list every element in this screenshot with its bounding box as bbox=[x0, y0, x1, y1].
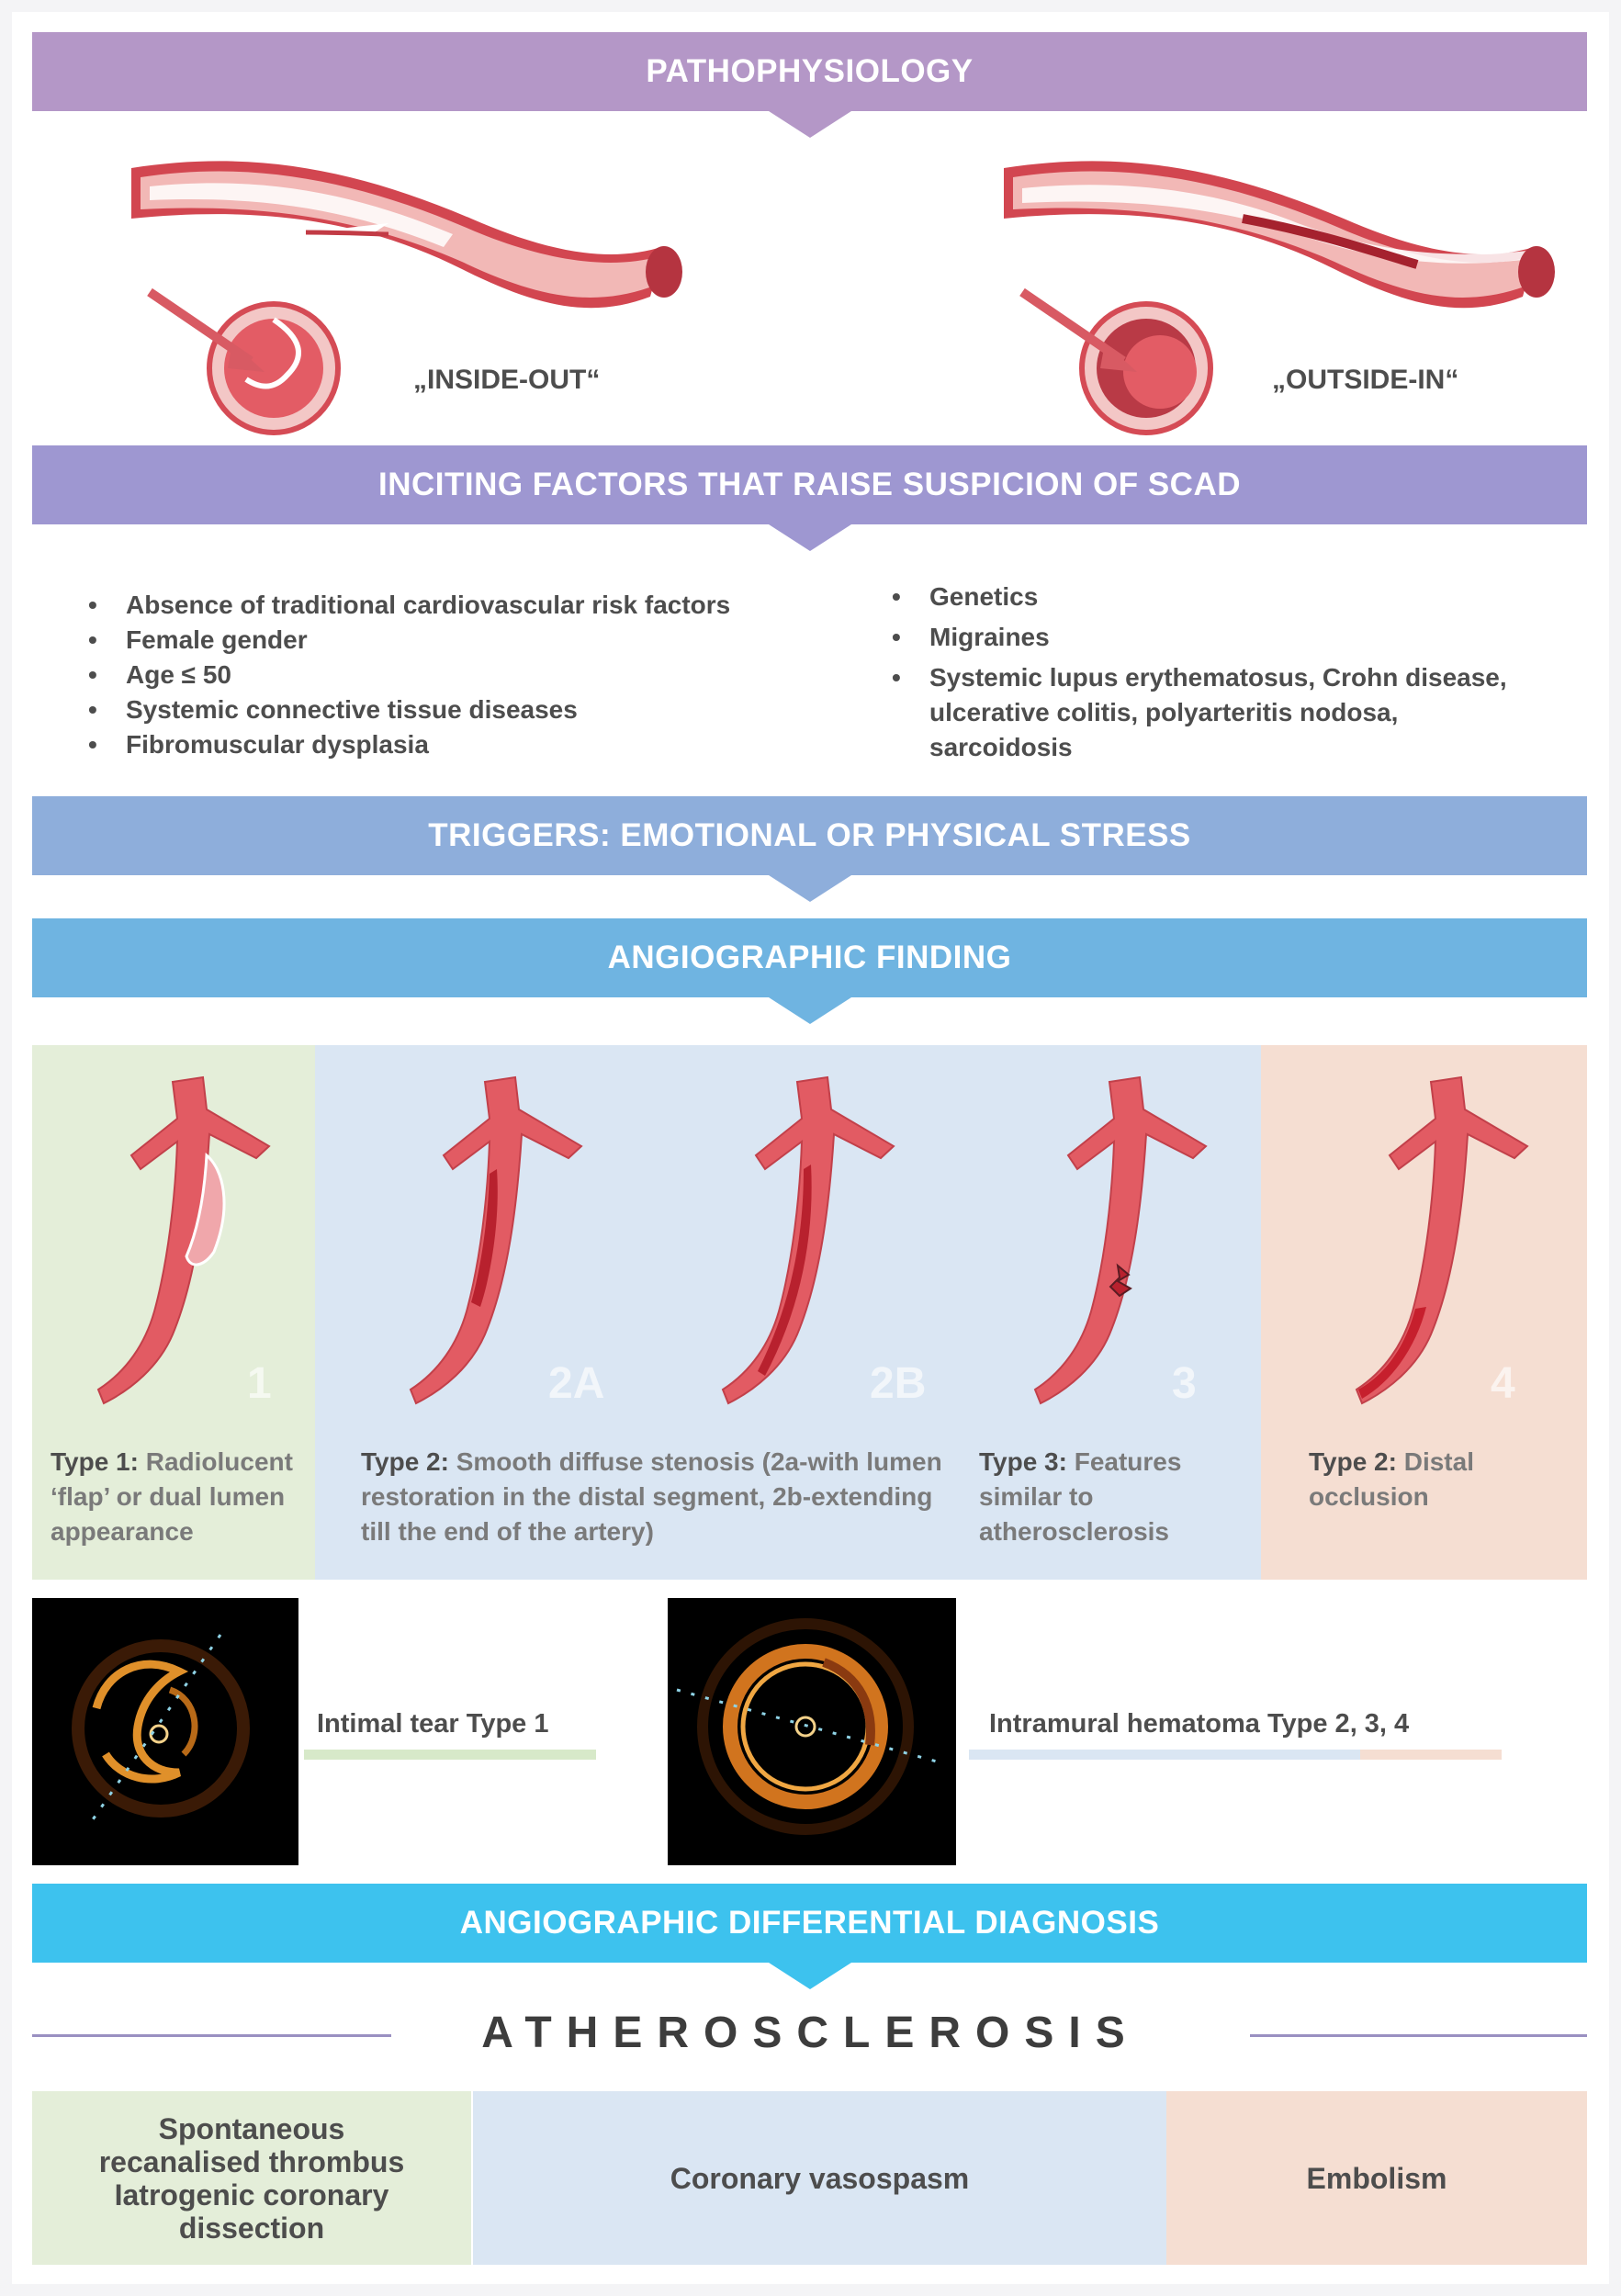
oct-image-intramural-hematoma bbox=[668, 1598, 956, 1865]
differential-box-thrombus bbox=[32, 2091, 471, 2265]
type-description: Features similar to atherosclerosis bbox=[979, 1447, 1182, 1546]
box-line: Spontaneous bbox=[158, 2111, 345, 2145]
inciting-factors-banner bbox=[32, 445, 1587, 524]
type-1-caption bbox=[51, 1445, 308, 1549]
list-item: • Fibromuscular dysplasia bbox=[79, 727, 869, 762]
differential-box-vasospasm bbox=[473, 2091, 1166, 2265]
type-3-caption bbox=[979, 1445, 1245, 1549]
box-line: Coronary vasospasm bbox=[670, 2161, 970, 2195]
list-item: • Absence of traditional cardiovascular risk factors bbox=[79, 588, 869, 623]
oct-label-intimal-tear: Intimal tear Type 1 bbox=[317, 1709, 549, 1739]
banner-pointer bbox=[769, 1963, 851, 1989]
type-number: 1 bbox=[247, 1359, 272, 1408]
triggers-banner bbox=[32, 796, 1587, 875]
outside-in-vessel-illustration bbox=[985, 131, 1573, 444]
type-number: 2B bbox=[870, 1359, 927, 1408]
label-underline bbox=[969, 1750, 1360, 1760]
list-item: • Age ≤ 50 bbox=[79, 658, 869, 692]
type-label: Type 2: bbox=[1309, 1447, 1397, 1476]
type-4-caption bbox=[1309, 1445, 1566, 1514]
list-item: • Female gender bbox=[79, 623, 869, 658]
box-line: Iatrogenic coronary bbox=[114, 2178, 389, 2212]
type-number: 2A bbox=[548, 1359, 605, 1408]
label-underline bbox=[304, 1750, 596, 1760]
type-label: Type 3: bbox=[979, 1447, 1067, 1476]
list-item: • Systemic connective tissue diseases bbox=[79, 692, 869, 727]
inciting-factors-title: INCITING FACTORS THAT RAISE SUSPICION OF SCAD bbox=[377, 467, 1242, 502]
inside-out-label: „INSIDE-OUT“ bbox=[413, 365, 601, 395]
inciting-factors-list-right bbox=[883, 580, 1525, 765]
pathophysiology-banner bbox=[32, 32, 1587, 111]
box-line: Embolism bbox=[1306, 2161, 1447, 2195]
inside-out-vessel-illustration bbox=[113, 131, 701, 444]
divider-line-right bbox=[1250, 2034, 1587, 2037]
box-line: dissection bbox=[178, 2211, 325, 2245]
banner-pointer bbox=[769, 875, 851, 902]
type-label: Type 1: bbox=[51, 1447, 139, 1476]
differential-diagnosis-title: ANGIOGRAPHIC DIFFERENTIAL DIAGNOSIS bbox=[459, 1905, 1160, 1941]
type-2-caption bbox=[361, 1445, 967, 1549]
banner-pointer bbox=[769, 111, 851, 138]
type-number: 4 bbox=[1491, 1359, 1515, 1408]
type-description: Radiolucent ‘flap’ or dual lumen appearance bbox=[51, 1447, 293, 1546]
triggers-title: TRIGGERS: EMOTIONAL OR PHYSICAL STRESS bbox=[428, 817, 1191, 853]
banner-pointer bbox=[769, 524, 851, 551]
differential-diagnosis-banner bbox=[32, 1884, 1587, 1963]
angiographic-finding-title: ANGIOGRAPHIC FINDING bbox=[607, 940, 1012, 975]
infographic bbox=[12, 12, 1609, 2284]
list-item: • Genetics bbox=[883, 580, 1525, 614]
pathophysiology-title: PATHOPHYSIOLOGY bbox=[646, 53, 974, 89]
type-label: Type 2: bbox=[361, 1447, 449, 1476]
differential-box-embolism bbox=[1166, 2091, 1587, 2265]
box-line: recanalised thrombus bbox=[98, 2144, 405, 2178]
angiographic-finding-banner bbox=[32, 918, 1587, 997]
banner-pointer bbox=[769, 997, 851, 1024]
oct-image-intimal-tear bbox=[32, 1598, 298, 1865]
atherosclerosis-heading: ATHEROSCLEROSIS bbox=[481, 2009, 1140, 2057]
inciting-factors-list-left bbox=[79, 588, 869, 762]
list-item: • Systemic lupus erythematosus, Crohn disease, ulcerative colitis, polyarteritis nodosa, sarcoidosis bbox=[883, 660, 1525, 765]
oct-label-intramural-hematoma: Intramural hematoma Type 2, 3, 4 bbox=[989, 1709, 1410, 1739]
artery-type-4-illustration bbox=[1344, 1068, 1555, 1417]
type-description: Smooth diffuse stenosis (2a-with lumen restoration in the distal segment, 2b-extending till the end of the artery) bbox=[361, 1447, 942, 1546]
label-underline bbox=[1360, 1750, 1502, 1760]
outside-in-label: „OUTSIDE-IN“ bbox=[1272, 365, 1459, 395]
list-item: • Migraines bbox=[883, 620, 1525, 655]
type-description: Distal occlusion bbox=[1309, 1447, 1474, 1511]
artery-type-3-illustration bbox=[1022, 1068, 1233, 1417]
type-number: 3 bbox=[1172, 1359, 1197, 1408]
